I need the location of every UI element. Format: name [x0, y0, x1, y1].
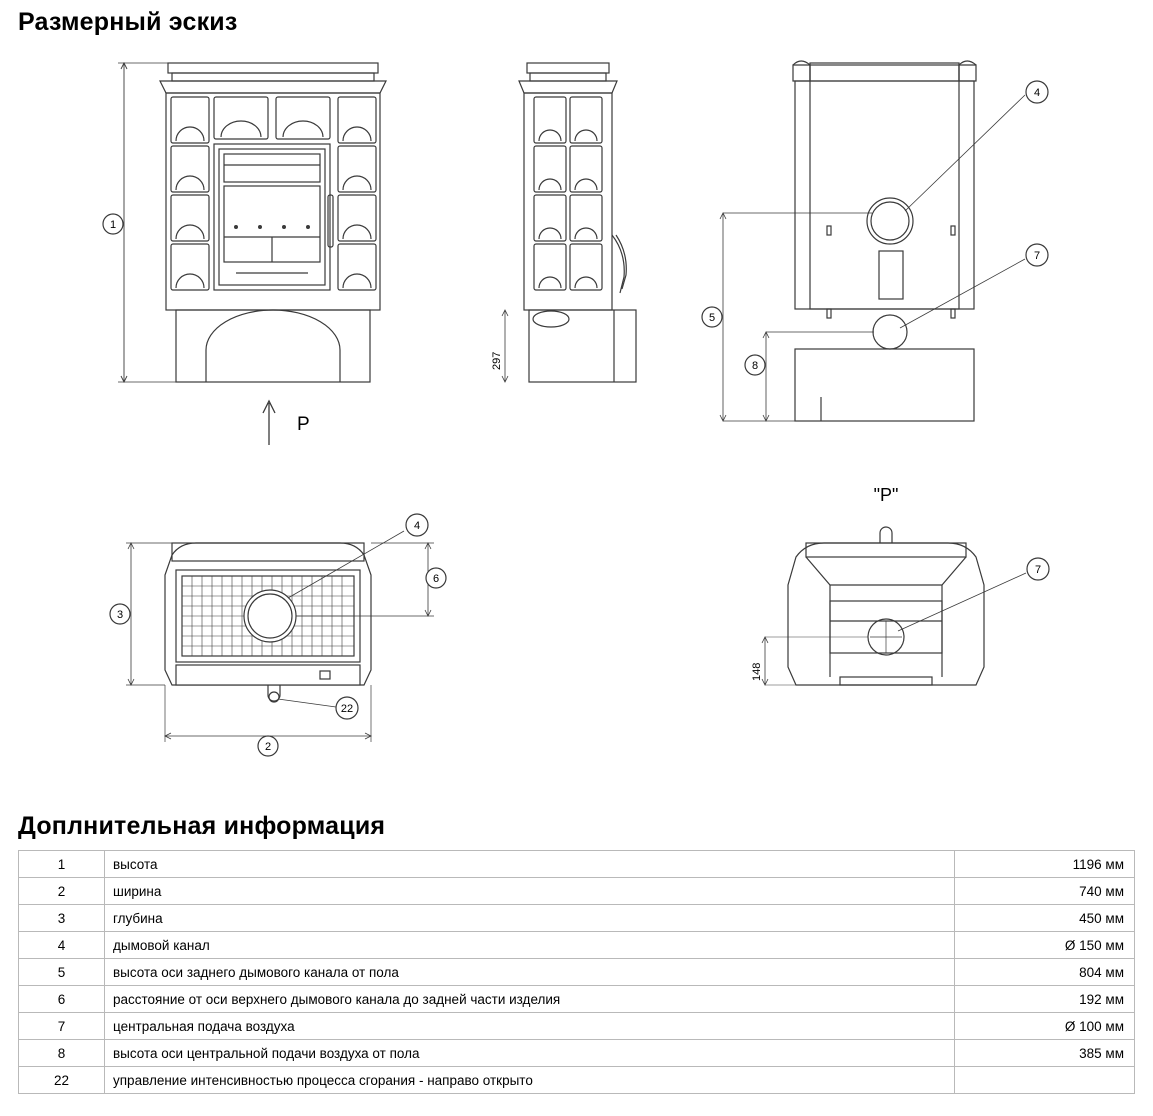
row-value: 1196 мм [955, 851, 1135, 878]
row-number: 1 [19, 851, 105, 878]
p-view-title: "P" [873, 485, 899, 505]
balloon-label-2: 2 [264, 741, 272, 753]
table-row [19, 1040, 1135, 1067]
row-description: высота [105, 851, 955, 878]
row-value: 192 мм [955, 986, 1135, 1013]
table-row [19, 1067, 1135, 1094]
rear-view [702, 61, 1048, 421]
row-description: высота оси центральной подачи воздуха от пола [105, 1040, 955, 1067]
dimension-148: 148 [751, 662, 763, 681]
row-description: высота оси заднего дымового канала от пола [105, 959, 955, 986]
balloon-label-7-pview: 7 [1034, 564, 1042, 576]
balloon-label-5: 5 [708, 312, 716, 324]
row-description: глубина [105, 905, 955, 932]
page-title-dimension-sketch: Размерный эскиз [18, 8, 238, 36]
table-row [19, 1013, 1135, 1040]
table-row [19, 878, 1135, 905]
row-value: Ø 150 мм [955, 932, 1135, 959]
row-number: 7 [19, 1013, 105, 1040]
row-description: дымовой канал [105, 932, 955, 959]
page-title-additional-info: Доплнительная информация [18, 812, 386, 840]
front-view [103, 63, 386, 445]
row-number: 22 [19, 1067, 105, 1094]
row-number: 6 [19, 986, 105, 1013]
top-view [110, 514, 446, 756]
row-value: 385 мм [955, 1040, 1135, 1067]
view-arrow-label-p: P [297, 414, 310, 435]
specifications-table [18, 850, 1135, 1094]
row-number: 3 [19, 905, 105, 932]
row-description: ширина [105, 878, 955, 905]
table-row [19, 959, 1135, 986]
row-value: 450 мм [955, 905, 1135, 932]
row-description: центральная подача воздуха [105, 1013, 955, 1040]
row-value: 804 мм [955, 959, 1135, 986]
dimension-297: 297 [491, 351, 503, 370]
balloon-label-8: 8 [751, 360, 759, 372]
balloon-label-22: 22 [340, 703, 354, 715]
row-number: 8 [19, 1040, 105, 1067]
side-view [491, 63, 636, 382]
balloon-label-4-rear: 4 [1033, 87, 1041, 99]
row-number: 2 [19, 878, 105, 905]
technical-drawing [0, 45, 1153, 805]
row-value [955, 1067, 1135, 1094]
p-view [751, 485, 1049, 685]
balloon-label-4-top: 4 [413, 520, 421, 532]
table-row [19, 986, 1135, 1013]
row-description: расстояние от оси верхнего дымового канала до задней части изделия [105, 986, 955, 1013]
row-number: 5 [19, 959, 105, 986]
table-row [19, 905, 1135, 932]
row-value: Ø 100 мм [955, 1013, 1135, 1040]
balloon-label-3: 3 [116, 609, 124, 621]
drawing-svg [0, 45, 1153, 805]
table-row [19, 851, 1135, 878]
balloon-label-6: 6 [432, 573, 440, 585]
table-row [19, 932, 1135, 959]
balloon-label-1: 1 [109, 219, 117, 231]
balloon-label-7-rear: 7 [1033, 250, 1041, 262]
row-description: управление интенсивностью процесса сгорания - направо открыто [105, 1067, 955, 1094]
row-number: 4 [19, 932, 105, 959]
row-value: 740 мм [955, 878, 1135, 905]
